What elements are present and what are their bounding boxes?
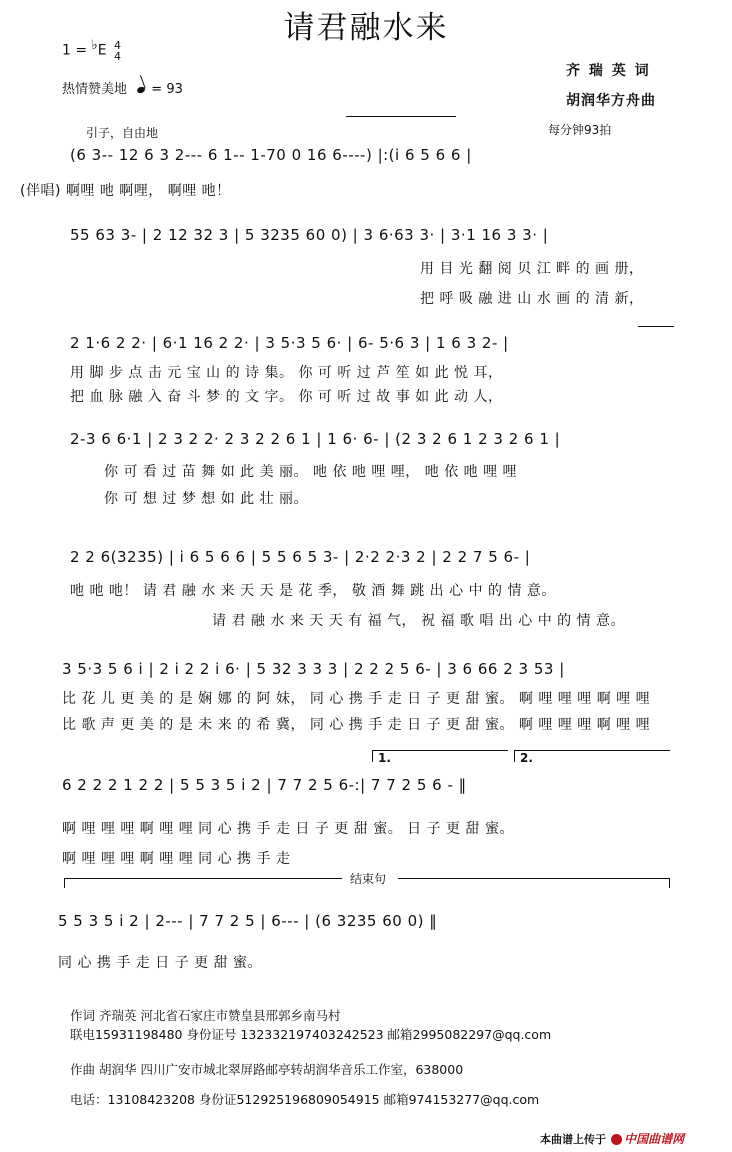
lyrics-line-4b: 你 可 想 过 梦 想 如 此 壮 丽。 — [104, 491, 309, 507]
upload-notice — [540, 1128, 684, 1147]
lyrics-line-7a: 啊 哩 哩 哩 啊 哩 哩 同 心 携 手 走 日 子 更 甜 蜜。 日 子 更 甜 蜜。 — [62, 821, 514, 837]
volta-1-label: 1. — [378, 751, 391, 765]
volta-2-label: 2. — [520, 751, 533, 765]
tie-mark — [638, 326, 674, 327]
lyrics-line-3a: 用 脚 步 点 击 元 宝 山 的 诗 集。 你 可 听 过 芦 笙 如 此 悦 耳， — [70, 365, 503, 381]
tempo-value: = 93 — [151, 82, 183, 97]
lyricist-address: 作词 齐瑞英 河北省石家庄市赞皇县邢郭乡南马村 — [70, 1008, 341, 1023]
composer-contact: 电话：13108423208 身份证512925196809054915 邮箱974153277@qq.com — [70, 1092, 540, 1107]
key-prefix: 1 = — [62, 42, 88, 59]
time-bottom: 4 — [114, 49, 121, 63]
lyrics-line-8a: 同 心 携 手 走 日 子 更 甜 蜜。 — [58, 955, 263, 971]
volta-1-bracket — [372, 750, 508, 751]
site-logo[interactable] — [611, 1132, 684, 1146]
lyrics-line-2a: 用 目 光 翻 阅 贝 江 畔 的 画 册， — [420, 261, 644, 277]
score-line-1: (6 3-- 12 6 3 2--- 6 1-- 1-70 0 16 6----) |:(i 6 5 6 6 | — [70, 146, 472, 164]
volta-2-bracket — [514, 750, 670, 751]
score-line-6: 3 5·3 5 6 i | 2 i 2 2 i 6· | 5 32 3 3 3 | 2 2 2 5 6- | 3 6 66 2 3 53 | — [62, 660, 565, 678]
key-signature — [62, 38, 121, 62]
intro-label: 引子，自由地 — [86, 126, 159, 140]
page-title: 请君融水来 — [283, 10, 449, 46]
lyrics-line-5b: 请 君 融 水 来 天 天 有 福 气， 祝 福 歌 唱 出 心 中 的 情 意。 — [212, 613, 626, 629]
upload-text: 本曲谱上传于 — [540, 1133, 606, 1146]
score-line-4: 2-3 6 6·1 | 2 3 2 2· 2 3 2 2 6 1 | 1 6· 6- | (2 3 2 6 1 2 3 2 6 1 | — [70, 430, 561, 448]
composer-credit: 胡润华方舟曲 — [566, 93, 656, 109]
composer-address: 作曲 胡润华 四川广安市城北翠屏路邮亭转胡润华音乐工作室，638000 — [70, 1062, 464, 1077]
lyricist-contact: 联电15931198480 身份证号 132332197403242523 邮箱2995082297@qq.com — [70, 1027, 552, 1042]
tempo-marking — [62, 78, 183, 97]
site-logo-icon — [611, 1134, 622, 1145]
score-line-2: 55 63 3- | 2 12 32 3 | 5 3235 60 0) | 3 6·63 3· | 3·1 16 3 3· | — [70, 226, 549, 244]
lyrics-line-5a: 吔 吔 吔！ 请 君 融 水 来 天 天 是 花 季， 敬 酒 舞 跳 出 心 中 的 情 意。 — [70, 583, 556, 599]
quarter-note-icon — [136, 85, 146, 93]
lyrics-line-2b: 把 呼 吸 融 进 山 水 画 的 清 新， — [420, 291, 644, 307]
coda-bracket-right — [398, 878, 670, 879]
bpm-note: 每分钟93拍 — [548, 123, 612, 137]
time-signature — [114, 40, 121, 62]
lyricist-credit: 齐 瑞 英 词 — [566, 63, 651, 79]
lyrics-line-7b: 啊 哩 哩 哩 啊 哩 哩 同 心 携 手 走 — [62, 851, 291, 867]
score-line-3: 2 1·6 2 2· | 6·1 16 2 2· | 3 5·3 5 6· | 6- 5·6 3 | 1 6 3 2- | — [70, 334, 509, 352]
score-line-7: 6 2 2 2 1 2 2 | 5 5 3 5 i 2 | 7 7 2 5 6-:| 7 7 2 5 6 - ‖ — [62, 776, 467, 794]
score-line-8: 5 5 3 5 i 2 | 2--- | 7 7 2 5 | 6--- | (6 3235 60 0) ‖ — [58, 912, 438, 930]
lyrics-line-1a: (伴唱) 啊哩 吔 啊哩， 啊哩 吔！ — [20, 183, 231, 199]
key-note: E — [97, 42, 107, 59]
coda-hook-left — [64, 878, 65, 888]
score-line-5: 2 2 6(3235) | i 6 5 6 6 | 5 5 6 5 3- | 2·2 2·3 2 | 2 2 7 5 6- | — [70, 548, 531, 566]
volta-1-hook — [372, 750, 373, 762]
lyrics-line-4a: 你 可 看 过 苗 舞 如 此 美 丽。 吔 依 吔 哩 哩， 吔 依 吔 哩 哩 — [104, 464, 518, 480]
lyrics-line-6a: 比 花 儿 更 美 的 是 娴 娜 的 阿 妹， 同 心 携 手 走 日 子 更 甜 蜜。 啊 哩 哩 哩 啊 哩 哩 — [62, 691, 651, 707]
volta-2-hook — [514, 750, 515, 762]
lyrics-line-6b: 比 歌 声 更 美 的 是 未 来 的 希 冀， 同 心 携 手 走 日 子 更 甜 蜜。 啊 哩 哩 哩 啊 哩 哩 — [62, 717, 651, 733]
flat-symbol: ♭ — [91, 38, 98, 53]
lyrics-line-3b: 把 血 脉 融 入 奋 斗 梦 的 文 字。 你 可 听 过 故 事 如 此 动 人， — [70, 389, 503, 405]
coda-bracket-left — [64, 878, 342, 879]
decrescendo-mark — [346, 116, 456, 117]
time-top: 4 — [114, 38, 121, 52]
site-logo-text: 中国曲谱网 — [624, 1132, 685, 1146]
tempo-text: 热情赞美地 — [62, 82, 128, 97]
coda-hook-right — [669, 878, 670, 888]
coda-label: 结束句 — [350, 872, 387, 886]
